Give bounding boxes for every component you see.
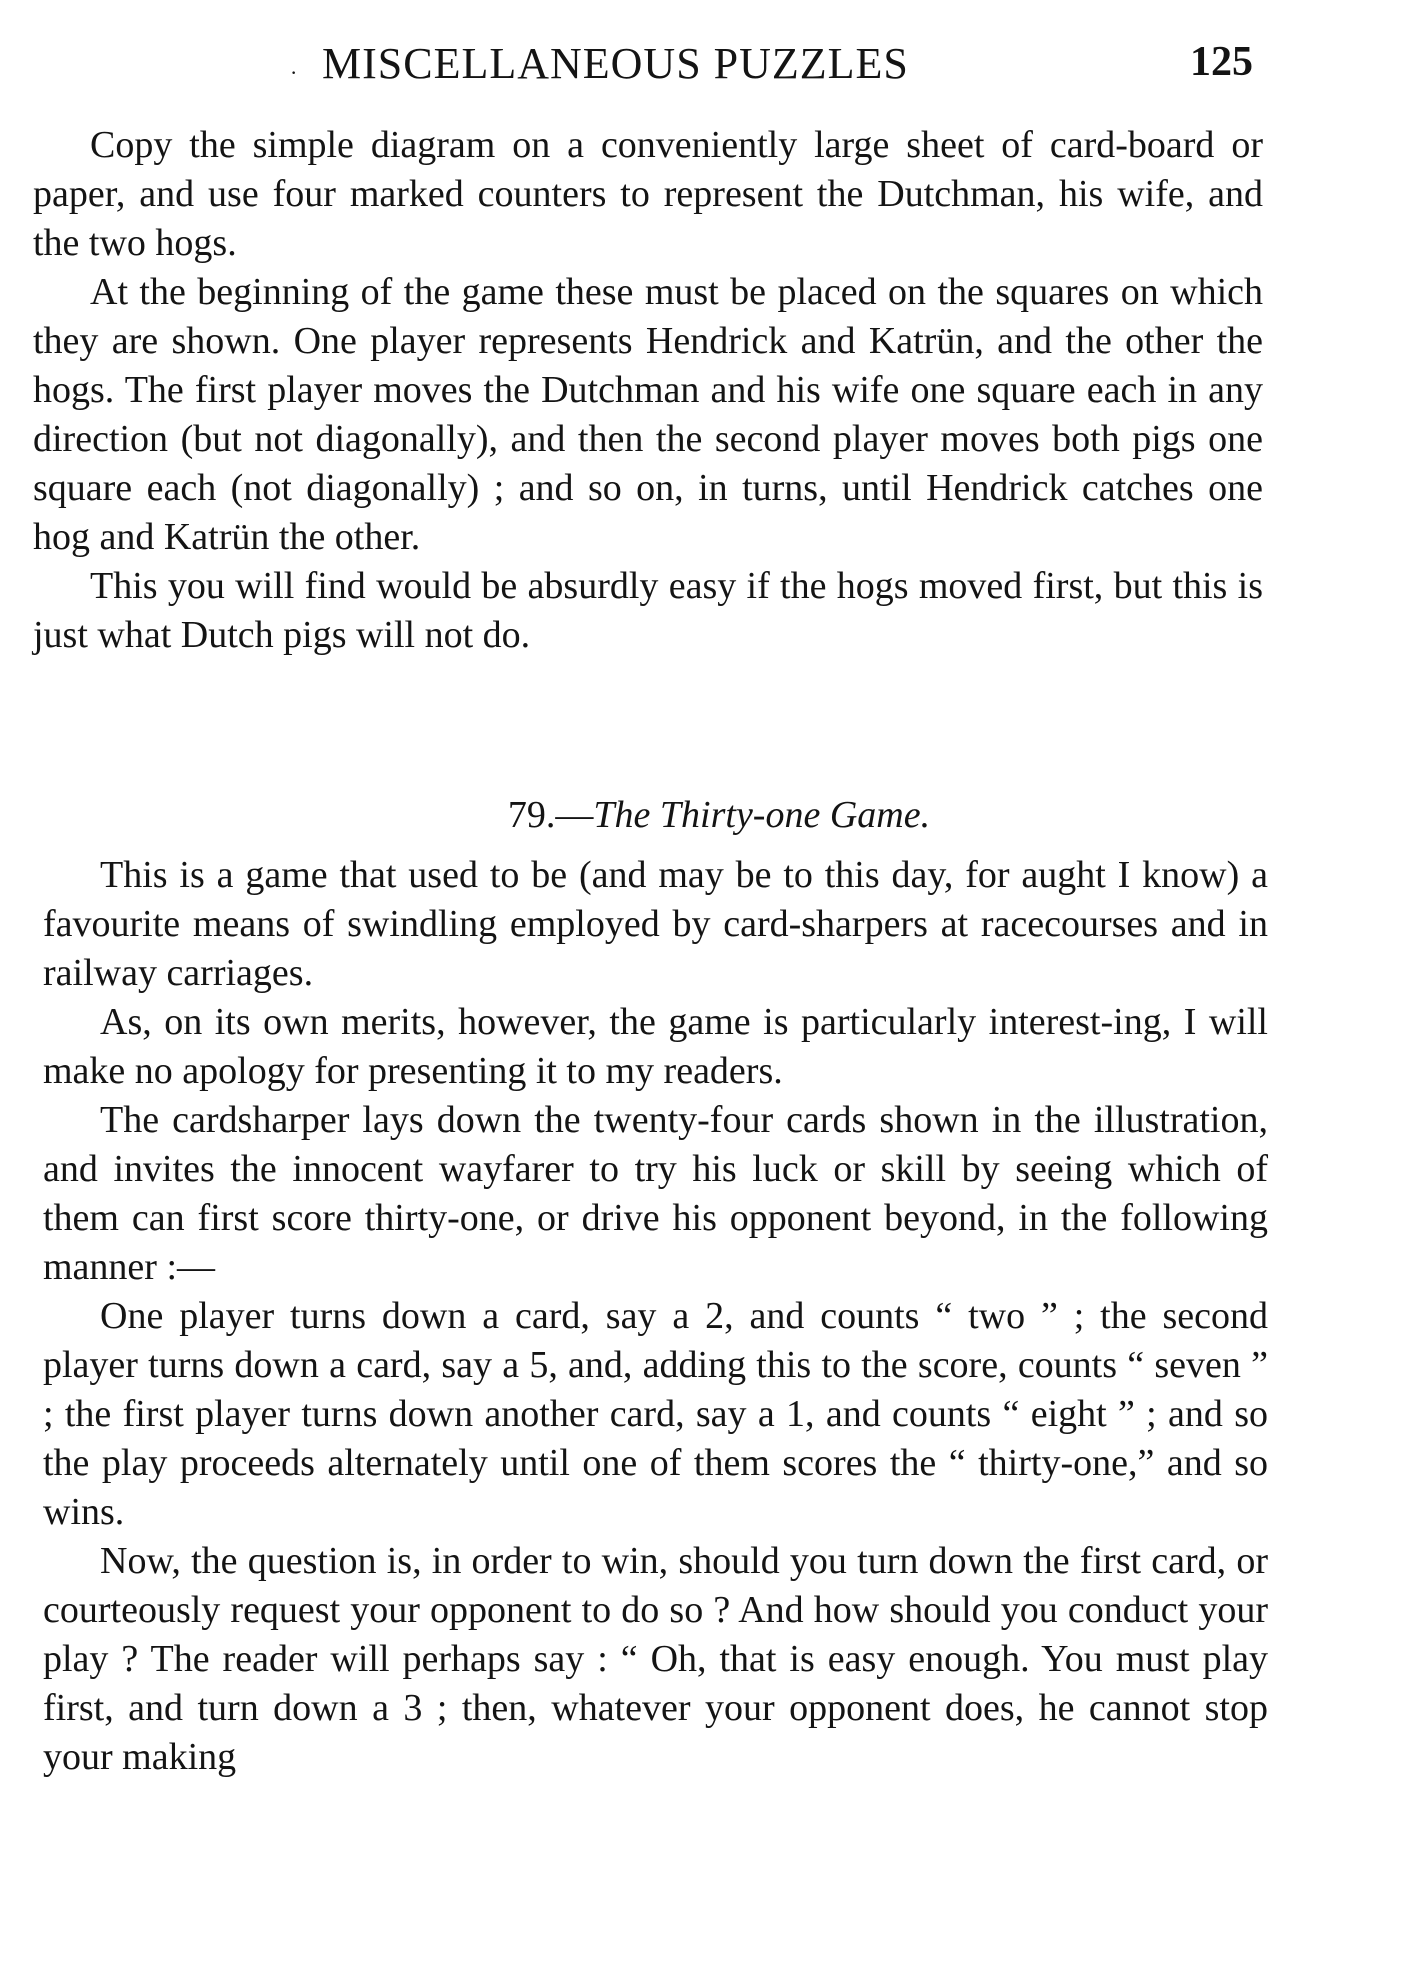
paragraph: Copy the simple diagram on a conveniently large sheet of card-board or paper, and use four marked counters to represent the Dutchman, his wife, and the two hogs.: [33, 124, 1263, 264]
section-heading: [0, 791, 1408, 840]
paragraph: This is a game that used to be (and may be to this day, for aught I know) a favourite means of swindling employed by card-sharpers at racecourses and in railway carriages.: [43, 854, 1268, 994]
paragraph: The cardsharper lays down the twenty-four cards shown in the illustration, and invites the innocent wayfarer to try his luck or skill by seeing which of them can first score thirty-one, or drive his opponent beyond, in the following manner :—: [43, 1099, 1268, 1288]
paragraph: This you will find would be absurdly easy if the hogs moved first, but this is just what Dutch pigs will not do.: [33, 565, 1263, 656]
paragraph: At the beginning of the game these must be placed on the squares on which they are shown. One player represents Hendrick and Katrün, and the other the hogs. The first player moves the Dutchman and his wife one square each in any direction (but not diagonally), and then the second player moves both pigs one square each (not diagonally) ; and so on, in turns, until Hendrick catches one hog and Katrün the other.: [33, 271, 1263, 558]
section-title: The Thirty-one Game.: [593, 794, 931, 836]
paragraph: One player turns down a card, say a 2, and counts “ two ” ; the second player turns down a card, say a 5, and, adding this to the score, counts “ seven ” ; the first player turns down another card, say a 1, and counts “ eight ” ; and so the play proceeds alternately until one of them scores the “ thirty-one,” and so wins.: [43, 1295, 1268, 1533]
running-head: [0, 38, 1408, 98]
intro-text: [33, 121, 1263, 660]
paragraph: As, on its own merits, however, the game is particularly interest-ing, I will make no apology for presenting it to my readers.: [43, 1001, 1268, 1092]
paragraph: Now, the question is, in order to win, should you turn down the first card, or courteously request your opponent to do so ? And how should you conduct your play ? The reader will perhaps say : “ Oh, that is easy enough. You must play first, and turn down a 3 ; then, whatever your opponent does, he cannot stop your making: [43, 1540, 1268, 1778]
header-dot: ·: [290, 60, 298, 85]
section-text: [43, 851, 1268, 1782]
page-number: 125: [1190, 39, 1253, 85]
section-number: 79.—: [507, 794, 594, 836]
chapter-title: MISCELLANEOUS PUZZLES: [322, 39, 909, 88]
